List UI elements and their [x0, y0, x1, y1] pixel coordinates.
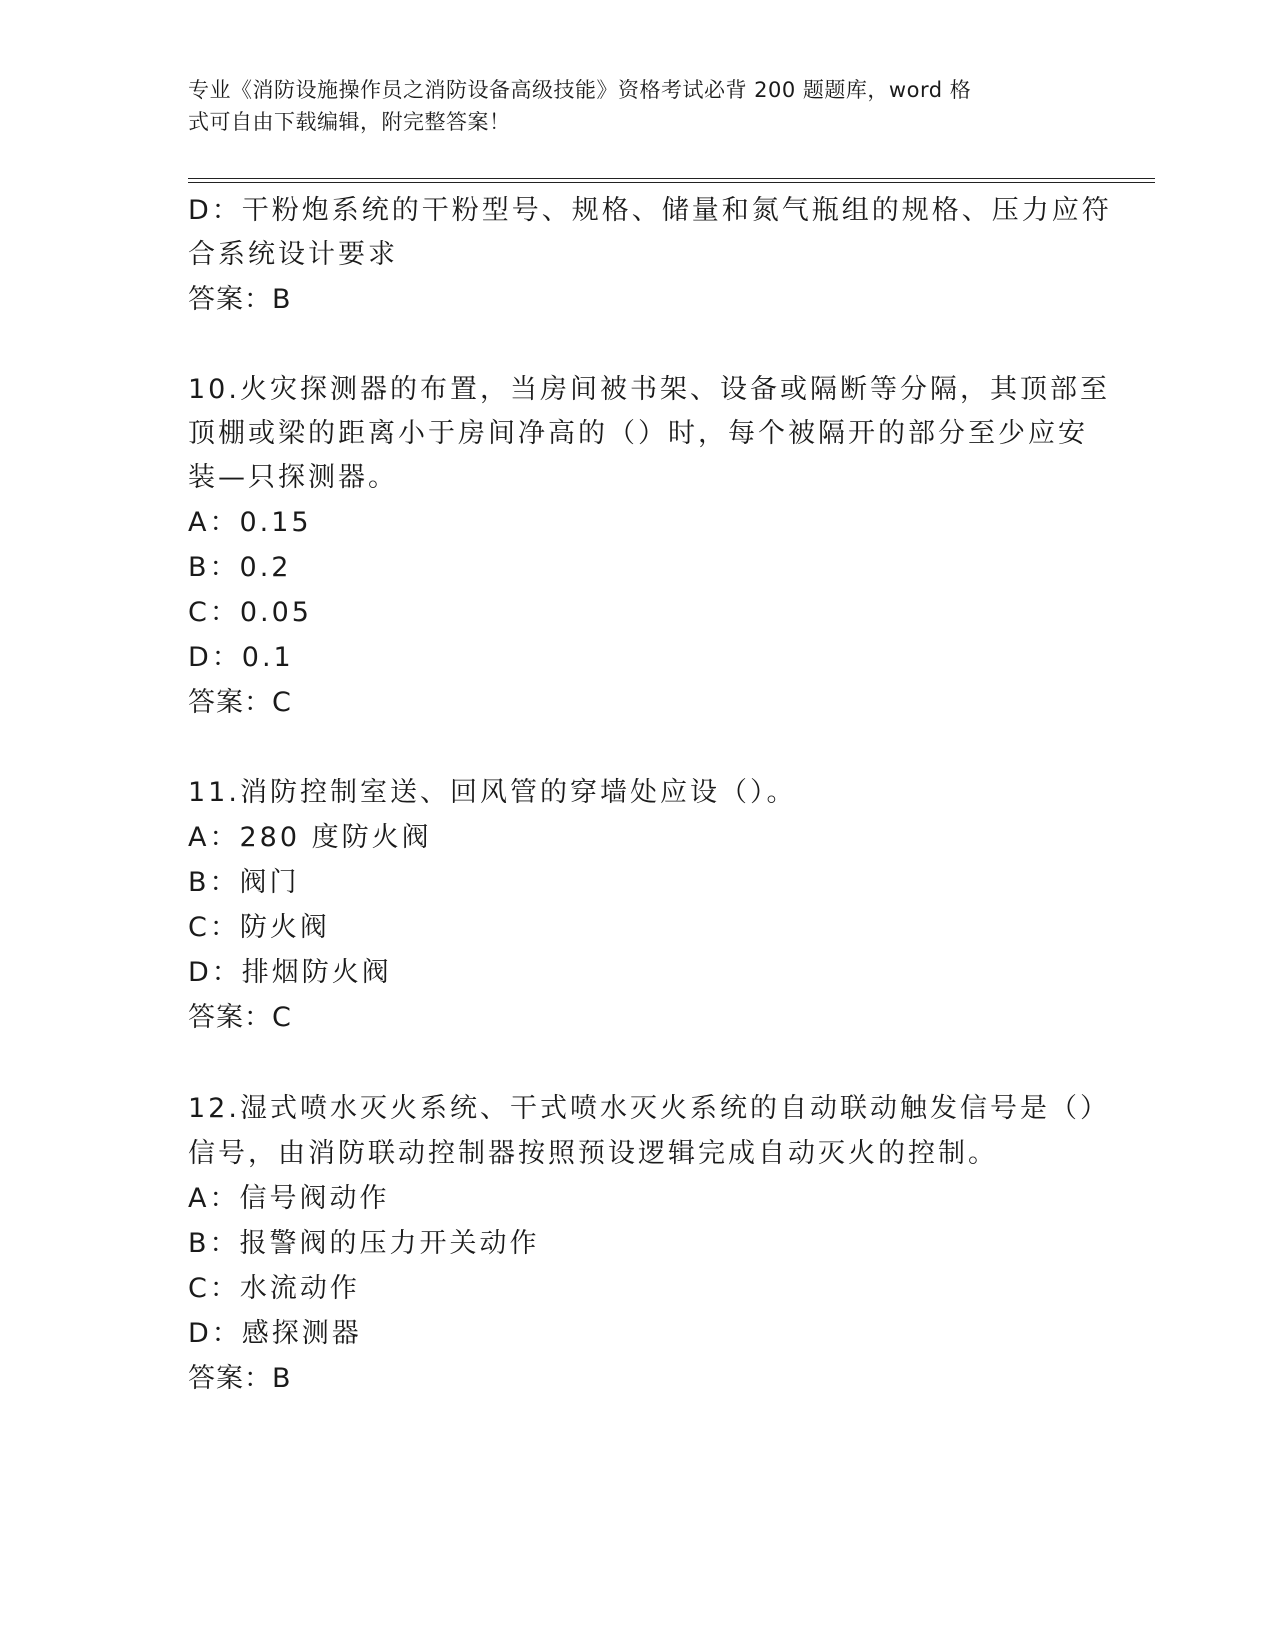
document-header — [188, 74, 1088, 138]
q12-option-b: B：报警阀的压力开关动作 — [188, 1228, 540, 1259]
q12-option-c: C：水流动作 — [188, 1273, 360, 1304]
q11-option-b: B：阀门 — [188, 867, 300, 898]
q11-option-d: D：排烟防火阀 — [188, 957, 392, 988]
q10-option-c: C：0.05 — [188, 597, 312, 628]
q12-stem-line-1: 12.湿式喷水灭火系统、干式喷水灭火系统的自动联动触发信号是（） — [188, 1093, 1110, 1124]
q10-answer: 答案：C — [188, 687, 292, 718]
q10-stem-line-2: 顶棚或梁的距离小于房间净高的（）时，每个被隔开的部分至少应安 — [188, 418, 1088, 449]
q10-option-a: A：0.15 — [188, 507, 312, 538]
header-line-2: 式可自由下载编辑，附完整答案！ — [188, 110, 511, 134]
header-line-1: 专业《消防设施操作员之消防设备高级技能》资格考试必背 200 题题库，word 格 — [188, 78, 972, 102]
q11-answer: 答案：C — [188, 1002, 292, 1033]
q12-option-d: D：感探测器 — [188, 1318, 362, 1349]
q11-stem-line-1: 11.消防控制室送、回风管的穿墙处应设（）。 — [188, 777, 797, 808]
q12-option-a: A：信号阀动作 — [188, 1183, 390, 1214]
header-divider-bottom — [188, 182, 1155, 183]
q12-answer: 答案：B — [188, 1363, 292, 1394]
q9-option-d-line-1: D：干粉炮系统的干粉型号、规格、储量和氮气瓶组的规格、压力应符 — [188, 195, 1112, 226]
q11-option-c: C：防火阀 — [188, 912, 330, 943]
q9-option-d-line-2: 合系统设计要求 — [188, 239, 398, 270]
q10-stem-line-3: 装—只探测器。 — [188, 462, 398, 493]
q10-stem-line-1: 10.火灾探测器的布置，当房间被书架、设备或隔断等分隔，其顶部至 — [188, 374, 1110, 405]
q11-option-a: A：280 度防火阀 — [188, 822, 432, 853]
q10-option-b: B：0.2 — [188, 552, 292, 583]
q10-option-d: D：0.1 — [188, 642, 294, 673]
q9-answer: 答案：B — [188, 284, 292, 315]
q12-stem-line-2: 信号，由消防联动控制器按照预设逻辑完成自动灭火的控制。 — [188, 1138, 998, 1169]
header-divider-top — [188, 178, 1155, 179]
